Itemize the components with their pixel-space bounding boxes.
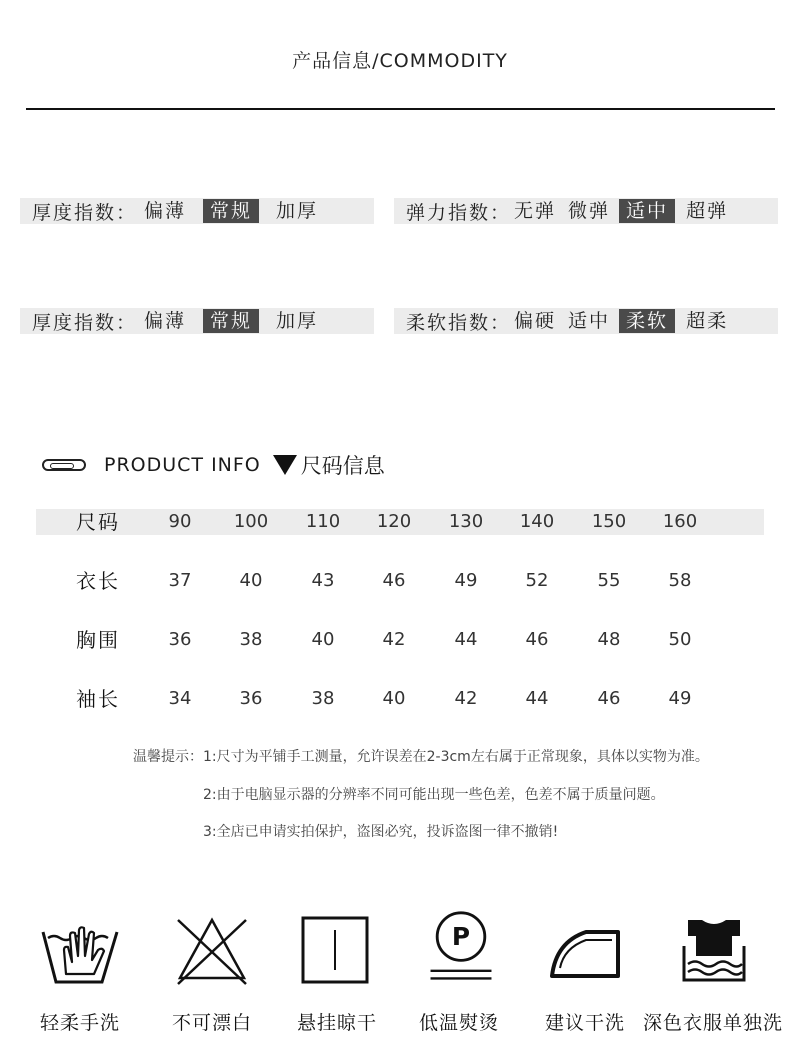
table-cell: 43 — [311, 570, 335, 591]
index-option: 超弹 — [686, 200, 729, 222]
table-cell: 55 — [597, 570, 621, 591]
table-cell: 50 — [668, 629, 692, 650]
row-label: 袖长 — [76, 687, 120, 711]
care-label: 不可漂白 — [171, 1012, 252, 1034]
size-cell: 90 — [168, 511, 192, 532]
table-cell: 42 — [454, 688, 478, 709]
size-table-header — [36, 509, 764, 535]
table-cell: 36 — [168, 629, 192, 650]
table-cell: 40 — [239, 570, 263, 591]
size-cell: 160 — [662, 511, 698, 532]
elasticity-index-bar — [394, 198, 778, 224]
table-row — [36, 568, 764, 594]
index-option: 偏硬 — [514, 310, 557, 332]
no-bleach-icon — [172, 912, 252, 992]
table-cell: 42 — [382, 629, 406, 650]
index-option: 加厚 — [276, 310, 319, 332]
index-option: 适中 — [568, 310, 611, 332]
index-option: 超柔 — [686, 310, 729, 332]
size-cell: 150 — [591, 511, 627, 532]
product-info-heading — [42, 450, 385, 480]
table-cell: 40 — [382, 688, 406, 709]
care-label: 建议干洗 — [544, 1012, 625, 1034]
tip-line: 3:全店已申请实拍保护，盗图必究，投诉盗图一律不撤销! — [203, 824, 559, 840]
care-label: 轻柔手洗 — [39, 1012, 120, 1034]
table-cell: 36 — [239, 688, 263, 709]
hand-wash-icon — [40, 912, 120, 992]
softness-index-bar — [394, 308, 778, 334]
index-label: 柔软指数： — [406, 311, 512, 334]
index-option: 加厚 — [276, 200, 319, 222]
page-title: 产品信息/COMMODITY — [292, 50, 508, 72]
row-label: 衣长 — [76, 569, 120, 593]
index-option-selected: 适中 — [619, 199, 675, 223]
size-cell: 100 — [233, 511, 269, 532]
table-cell: 52 — [525, 570, 549, 591]
row-label: 胸围 — [76, 628, 120, 652]
index-option-selected: 柔软 — [619, 309, 675, 333]
product-info-heading-zh: 尺码信息 — [300, 454, 385, 478]
hang-dry-icon — [297, 912, 377, 992]
table-cell: 48 — [597, 629, 621, 650]
index-label: 弹力指数： — [406, 201, 512, 224]
table-row — [36, 627, 764, 653]
low-temp-iron-icon — [421, 908, 501, 988]
iron-letter: P — [451, 922, 471, 952]
table-cell: 38 — [239, 629, 263, 650]
size-cell: 110 — [305, 511, 341, 532]
table-cell: 34 — [168, 688, 192, 709]
index-option-selected: 常规 — [203, 199, 259, 223]
table-cell: 46 — [597, 688, 621, 709]
size-cell: 140 — [519, 511, 555, 532]
header-divider — [26, 108, 775, 110]
table-cell: 46 — [382, 570, 406, 591]
index-option: 微弹 — [568, 200, 611, 222]
tip-line: 2:由于电脑显示器的分辨率不同可能出现一些色差，色差不属于质量问题。 — [203, 787, 665, 803]
care-label: 低温熨烫 — [418, 1012, 499, 1034]
dry-clean-icon — [546, 912, 626, 992]
index-option: 偏薄 — [144, 200, 187, 222]
table-cell: 44 — [454, 629, 478, 650]
product-info-heading-en: PRODUCT INFO — [104, 454, 261, 476]
index-option: 偏薄 — [144, 310, 187, 332]
table-cell: 49 — [668, 688, 692, 709]
care-label: 深色衣服单独洗 — [642, 1012, 783, 1034]
triangle-down-icon — [273, 455, 297, 475]
table-cell: 37 — [168, 570, 192, 591]
thickness-index-bar — [20, 308, 374, 334]
care-label: 悬挂晾干 — [296, 1012, 377, 1034]
thickness-index-bar — [20, 198, 374, 224]
table-cell: 38 — [311, 688, 335, 709]
size-cell: 120 — [376, 511, 412, 532]
table-cell: 44 — [525, 688, 549, 709]
index-label: 厚度指数： — [32, 311, 138, 334]
index-option-selected: 常规 — [203, 309, 259, 333]
pill-icon — [42, 459, 86, 471]
index-option: 无弹 — [514, 200, 557, 222]
index-label: 厚度指数： — [32, 201, 138, 224]
size-cell: 130 — [448, 511, 484, 532]
table-cell: 40 — [311, 629, 335, 650]
tip-line: 温馨提示：1:尺寸为平铺手工测量，允许误差在2-3cm左右属于正常现象，具体以实物为准。 — [133, 749, 709, 765]
size-table — [36, 509, 764, 712]
table-cell: 49 — [454, 570, 478, 591]
wash-dark-separately-icon — [674, 912, 754, 992]
size-table-header-label: 尺码 — [76, 510, 120, 534]
table-cell: 46 — [525, 629, 549, 650]
table-cell: 58 — [668, 570, 692, 591]
table-row — [36, 686, 764, 712]
